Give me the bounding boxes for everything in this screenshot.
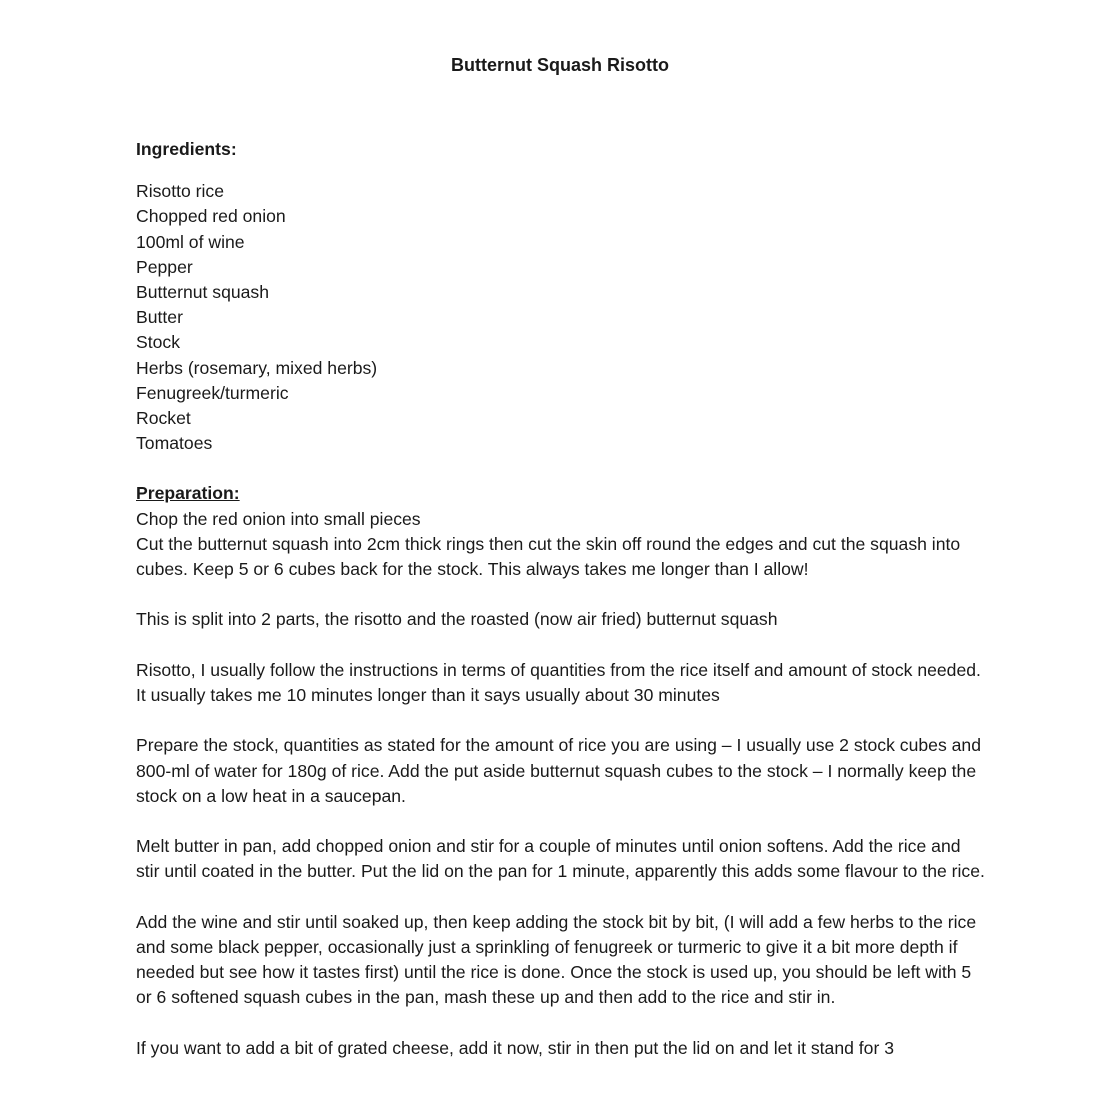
- ingredient-item: Chopped red onion: [136, 206, 286, 227]
- preparation-heading: Preparation:: [136, 483, 240, 504]
- ingredient-item: Rocket: [136, 408, 191, 429]
- ingredient-item: Butter: [136, 307, 183, 328]
- ingredient-item: Tomatoes: [136, 433, 213, 454]
- ingredient-item: Butternut squash: [136, 282, 270, 303]
- preparation-line: Cut the butternut squash into 2cm thick rings then cut the skin off round the edges and cut the squash into cubes. Keep 5 or 6 cubes back for the stock. This always takes me longer than I allow!: [136, 533, 961, 580]
- ingredient-item: Pepper: [136, 256, 193, 277]
- ingredient-item: Fenugreek/turmeric: [136, 382, 289, 403]
- body-paragraph: Risotto, I usually follow the instructions in terms of quantities from the rice itself and amount of stock needed. It usually takes me 10 minutes longer than it says usually about 30 minutes: [136, 659, 981, 706]
- body-paragraph: This is split into 2 parts, the risotto and the roasted (now air fried) butternut squash: [136, 609, 778, 630]
- preparation-line: Chop the red onion into small pieces: [136, 508, 421, 529]
- body-paragraph: Prepare the stock, quantities as stated for the amount of rice you are using – I usually use 2 stock cubes and 800-ml of water for 180g of rice. Add the put aside butternut squash cubes to the stock – I normally keep the stock on a low heat in a saucepan.: [136, 735, 981, 806]
- body-paragraph: Add the wine and stir until soaked up, then keep adding the stock bit by bit, (I will add a few herbs to the rice and some black pepper, occasionally just a sprinkling of fenugreek or turmeric to give it a bit more depth if needed but see how it tastes first) until the rice is done. Once the stock is used up, you should be left with 5 or 6 softened squash cubes in the pan, mash these up and then add to the rice and stir in.: [136, 911, 977, 1008]
- ingredient-item: Stock: [136, 332, 181, 353]
- body-paragraph: If you want to add a bit of grated cheese, add it now, stir in then put the lid on and let it stand for 3: [136, 1037, 894, 1058]
- body-paragraph: Melt butter in pan, add chopped onion and stir for a couple of minutes until onion softens. Add the rice and stir until coated in the butter. Put the lid on the pan for 1 minute, apparently this adds some flavour to the rice.: [136, 836, 985, 882]
- ingredient-item: Herbs (rosemary, mixed herbs): [136, 357, 378, 378]
- document-body: [136, 137, 986, 1061]
- preparation-steps: [136, 507, 986, 583]
- document-title: Butternut Squash Risotto: [451, 55, 669, 75]
- ingredient-item: 100ml of wine: [136, 231, 245, 252]
- ingredients-heading: Ingredients:: [136, 139, 237, 159]
- ingredient-list: [136, 179, 986, 456]
- ingredient-item: Risotto rice: [136, 181, 224, 202]
